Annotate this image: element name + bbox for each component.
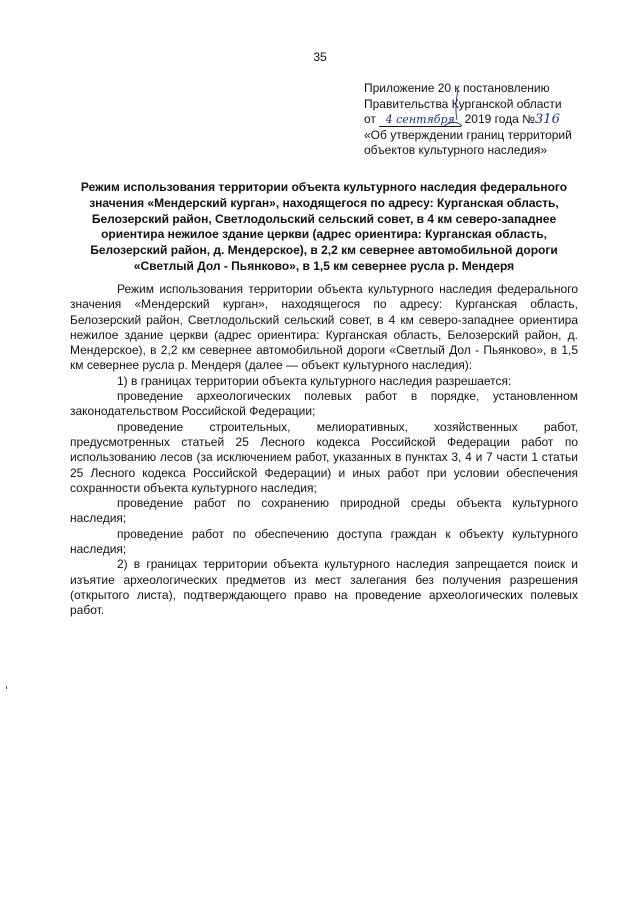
date-prefix: от (364, 112, 376, 126)
document-title: Режим использования территории объекта культурного наследия федерального значения «Мендерский курган», находящегося по адресу: Курганская область, Белозерский район, Светлодольский сельский совет, в 4 км северо-западнее ориентира нежилое здание церкви (адрес ориентира: Курганская область, Белозерский район, д. Мендерское), в 2,2 км севернее автомобильной дороги «Светлый Дол - Пьянково», в 1,5 км севернее русла р. Мендеря (80, 180, 568, 273)
permitted-item-access: проведение работ по обеспечению доступа граждан к объекту культурного наследия; (70, 526, 578, 557)
appendix-line-2: Правительства Курганской области (364, 96, 562, 111)
appendix-line-5: объектов культурного наследия» (364, 143, 548, 157)
prohibited-paragraph: 2) в границах территории объекта культурного наследия запрещается поиск и изъятие археологических предметов из мест залегания без получения разрешения (открытого листа), подтверждающего право на проведение археологических полевых работ. (70, 557, 578, 618)
page-number: 35 (313, 50, 327, 64)
document-body (70, 282, 578, 619)
intro-paragraph: Режим использования территории объекта культурного наследия федерального значения «Мендерский курган», находящегося по адресу: Курганская область, Белозерский район, Светлодольский сельский совет, в 4 км северо-западнее ориентира нежилое здание церкви (адрес ориентира: Курганская область, Белозерский район, д. Мендерское), в 2,2 км севернее автомобильной дороги «Светлый Дол - Пьянково», в 1,5 км севернее русла р. Мендеря (далее — объект культурного наследия): (70, 282, 578, 373)
appendix-line-4: «Об утверждении границ территорий (364, 127, 572, 142)
appendix-line-1: Приложение 20 к постановлению (364, 81, 550, 95)
handwritten-number: 316 (535, 112, 560, 127)
permitted-item-archaeology: проведение археологических полевых работ в порядке, установленном законодательством Российской Федерации; (70, 389, 578, 419)
date-suffix: 2019 года № (464, 112, 536, 126)
permitted-item-construction: проведение строительных, мелиоративных, хозяйственных работ, предусмотренных статьей 25 Лесного кодекса Российской Федерации работ по использованию лесов (за исключением работ, указанных в пунктах 3, 4 и 7 части 1 статьи 25 Лесного кодекса Российской Федерации) и иных работ при условии обеспечения сохранности объекта культурного наследия; (70, 419, 578, 495)
handwritten-date: 4 сентября (379, 114, 461, 127)
appendix-header (364, 81, 614, 159)
permitted-heading: 1) в границах территории объекта культурного наследия разрешается: (117, 373, 512, 388)
scan-edge-mark (6, 686, 7, 689)
appendix-date-line (364, 112, 614, 128)
permitted-item-environment: проведение работ по сохранению природной среды объекта культурного наследия; (70, 496, 578, 526)
